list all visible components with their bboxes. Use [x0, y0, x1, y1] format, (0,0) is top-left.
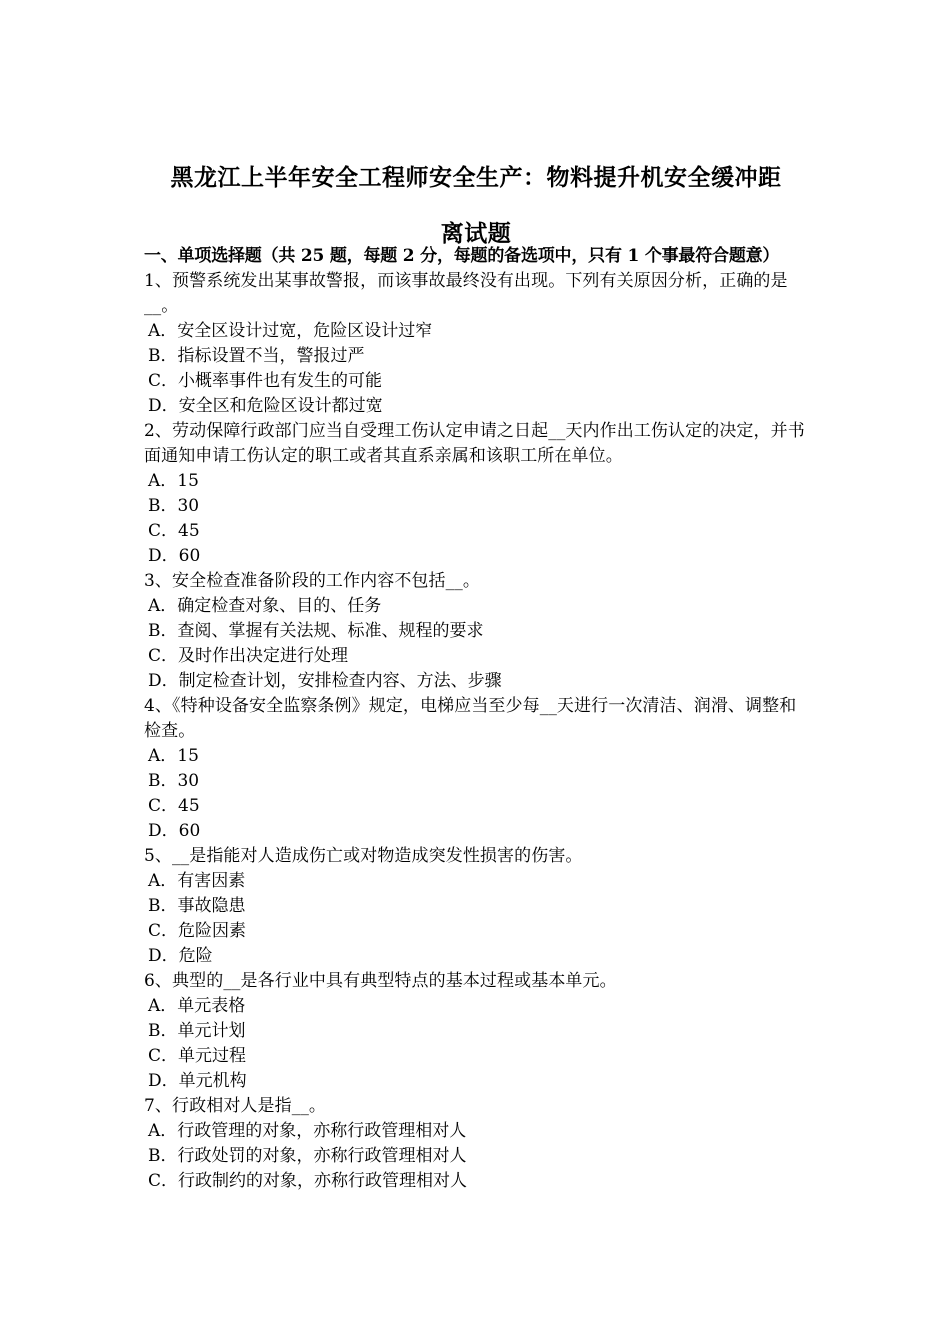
section-heading: 一、单项选择题（共 25 题，每题 2 分，每题的备选项中，只有 1 个事最符合题意）	[144, 246, 780, 266]
option-c: C．小概率事件也有发生的可能	[148, 371, 383, 391]
option-b: B．行政处罚的对象，亦称行政管理相对人	[148, 1146, 467, 1166]
option-b: B．30	[148, 496, 200, 516]
option-b: B．单元计划	[148, 1021, 246, 1041]
question-stem: 4、《特种设备安全监察条例》规定，电梯应当至少每__天进行一次清洁、润滑、调整和检查。	[144, 696, 797, 741]
option-c: C．45	[148, 796, 200, 816]
title-line-1: 黑龙江上半年安全工程师安全生产：物料提升机安全缓冲距	[170, 164, 782, 191]
question-stem: 5、__是指能对人造成伤亡或对物造成突发性损害的伤害。	[144, 846, 583, 866]
option-a: A．有害因素	[148, 871, 246, 891]
option-b: B．事故隐患	[148, 896, 246, 916]
question-5	[144, 844, 812, 969]
option-a: A．单元表格	[148, 996, 246, 1016]
option-c: C．行政制约的对象，亦称行政管理相对人	[148, 1171, 468, 1191]
question-stem: 7、行政相对人是指__。	[144, 1096, 327, 1116]
question-1	[144, 269, 812, 419]
option-d: D．危险	[148, 946, 213, 966]
question-3	[144, 569, 812, 694]
question-stem: 3、安全检查准备阶段的工作内容不包括__。	[144, 571, 480, 591]
option-d: D．60	[148, 546, 201, 566]
option-a: A．行政管理的对象，亦称行政管理相对人	[148, 1121, 467, 1141]
option-b: B．30	[148, 771, 200, 791]
option-c: C．45	[148, 521, 200, 541]
option-d: D．制定检查计划，安排检查内容、方法、步骤	[148, 671, 502, 691]
option-c: C．单元过程	[148, 1046, 247, 1066]
question-4	[144, 694, 812, 844]
option-a: A．15	[148, 471, 199, 491]
question-stem: 2、劳动保障行政部门应当自受理工伤认定申请之日起__天内作出工伤认定的决定，并书面通知申请工伤认定的职工或者其直系亲属和该职工所在单位。	[144, 421, 805, 466]
option-c: C．及时作出决定进行处理	[148, 646, 349, 666]
option-d: D．单元机构	[148, 1071, 247, 1091]
question-7	[144, 1094, 812, 1194]
option-c: C．危险因素	[148, 921, 247, 941]
option-a: A．15	[148, 746, 199, 766]
option-a: A．安全区设计过宽，危险区设计过窄	[148, 321, 433, 341]
title-line-2: 离试题	[440, 220, 512, 247]
question-stem: 1、预警系统发出某事故警报，而该事故最终没有出现。下列有关原因分析，正确的是__。	[144, 271, 788, 316]
option-a: A．确定检查对象、目的、任务	[148, 596, 382, 616]
question-stem: 6、典型的__是各行业中具有典型特点的基本过程或基本单元。	[144, 971, 617, 991]
question-2	[144, 419, 812, 569]
option-b: B．查阅、掌握有关法规、标准、规程的要求	[148, 621, 484, 641]
option-b: B．指标设置不当，警报过严	[148, 346, 365, 366]
option-d: D．60	[148, 821, 201, 841]
document-body	[144, 244, 812, 1194]
option-d: D．安全区和危险区设计都过宽	[148, 396, 383, 416]
question-6	[144, 969, 812, 1094]
